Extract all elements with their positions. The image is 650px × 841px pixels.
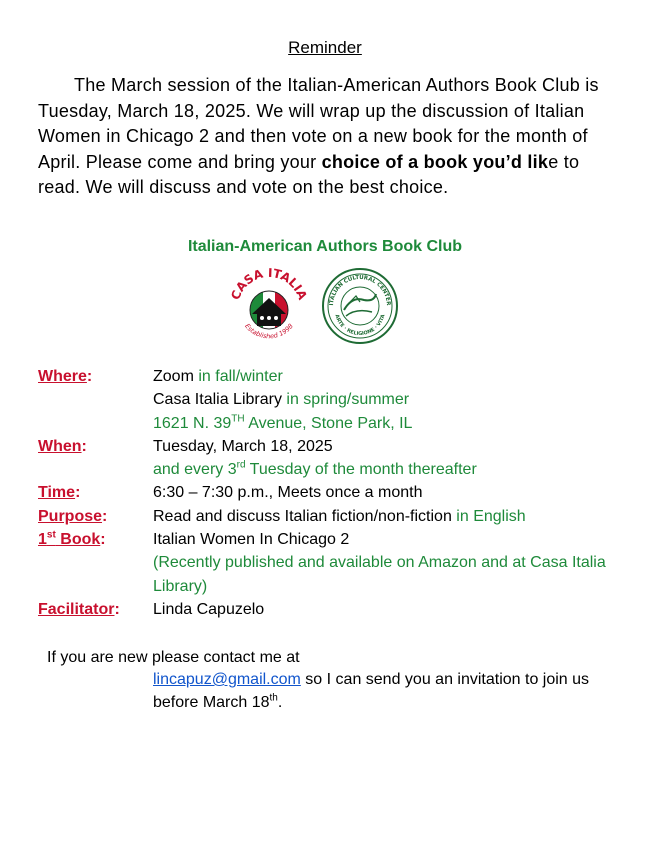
where-row-3 [38, 412, 638, 435]
cultural-center-logo [320, 266, 400, 346]
intro-text-1: The March session of the Italian-American Authors Book Club is Tuesday, March 18, 2025. We will wrap up the discussion of Italian Women in Chicago 2 and then vote on a new book for the month of April. Please come and bring your [38, 75, 599, 172]
where-address: 1621 N. 39TH Avenue, Stone Park, IL [153, 413, 413, 432]
when-recurrence: and every 3rd Tuesday of the month thereafter [153, 459, 477, 479]
purpose-label: Purpose: [38, 507, 108, 525]
when-row-2 [38, 458, 638, 481]
when-label: When: [38, 437, 87, 455]
email-link[interactable]: lincapuz@gmail.com [153, 671, 301, 688]
book-label: 1st Book: [38, 529, 106, 549]
casa-italia-bottom-text: Established 1998 [243, 322, 295, 341]
facilitator-row [38, 598, 638, 621]
facilitator-label: Facilitator: [38, 600, 120, 618]
book-row [38, 528, 638, 551]
when-row [38, 435, 638, 458]
time-value: 6:30 – 7:30 p.m., Meets once a month [153, 484, 423, 502]
cultural-center-bottom-text: ARTE · RELIGIONE · VITA [333, 313, 387, 338]
intro-text-2: e to read. We will discuss and vote on the best choice. [38, 151, 580, 197]
where-value-1: Zoom in fall/winter [153, 368, 283, 385]
where-row [38, 365, 638, 388]
contact-line-1: If you are new please contact me at [47, 649, 300, 666]
book-note: (Recently published and available on Amazon and at Casa Italia Library) [153, 554, 606, 595]
purpose-value: Read and discuss Italian fiction/non-fiction in English [153, 507, 526, 525]
details-table [38, 365, 638, 621]
logos [228, 266, 428, 346]
where-value-2: Casa Italia Library in spring/summer [153, 391, 410, 409]
when-value: Tuesday, March 18, 2025 [153, 437, 333, 455]
book-row-2 [38, 551, 638, 598]
page-title: Reminder [288, 38, 362, 57]
club-heading: Italian-American Authors Book Club [187, 238, 463, 255]
cultural-center-top-text: ITALIAN CULTURAL CENTER [328, 274, 392, 306]
contact-line-2: lincapuz@gmail.com so I can send you an invitation to join us before March 18th. [153, 671, 590, 712]
where-label: Where: [38, 368, 93, 385]
where-row-2 [38, 388, 638, 411]
casa-italia-logo [228, 266, 310, 344]
book-title: Italian Women In Chicago 2 [153, 531, 350, 549]
purpose-row [38, 505, 638, 528]
time-row [38, 481, 638, 504]
casa-italia-top-text: CASA ITALIA [228, 266, 310, 302]
facilitator-value: Linda Capuzelo [153, 600, 265, 618]
intro-paragraph [38, 73, 613, 201]
intro-bold-text: choice of a book you’d lik [321, 151, 549, 172]
time-label: Time: [38, 484, 81, 502]
